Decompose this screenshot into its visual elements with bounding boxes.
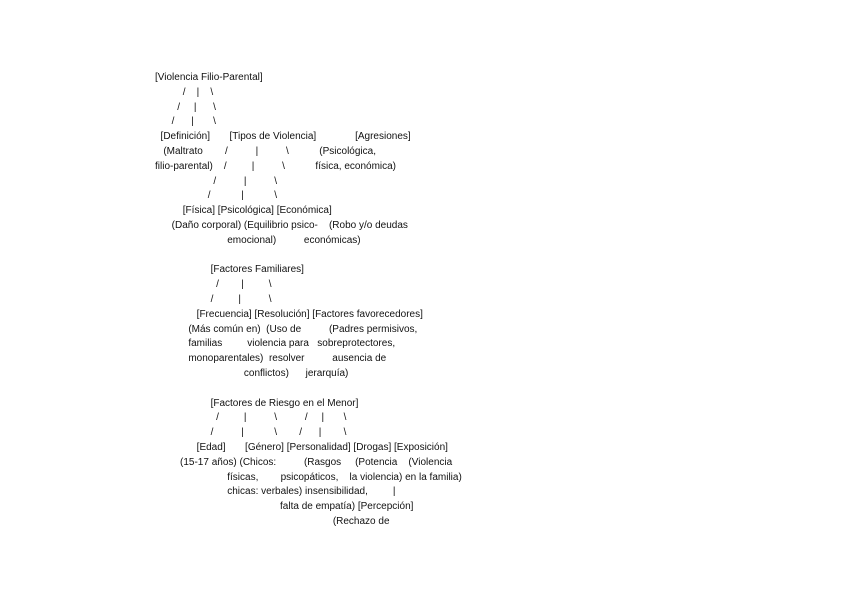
diagram-line-text: (Más común en) (Uso de (Padres permisivos,: [155, 324, 418, 335]
diagram-line-text: chicas: verbales) insensibilidad, |: [155, 486, 396, 497]
diagram-line-branch: / | \: [155, 87, 214, 98]
diagram-line-text: familias violencia para sobreprotectores,: [155, 338, 396, 349]
diagram-line-branch: / | \ / | \: [155, 427, 347, 438]
diagram-line-branch: / | \: [155, 190, 278, 201]
diagram-line-text: conflictos) jerarquía): [155, 368, 349, 379]
diagram-line-branch: / | \: [155, 176, 278, 187]
diagram-line-root: [Violencia Filio-Parental]: [155, 72, 263, 83]
diagram-line-branch: / | \: [155, 116, 216, 127]
diagram-line-text: (15-17 años) (Chicos: (Rasgos (Potencia (Violencia: [155, 457, 453, 468]
diagram-line-text: (Maltrato / | \ (Psicológica,: [155, 146, 376, 157]
diagram-line-text: filio-parental) / | \ física, económica): [155, 161, 397, 172]
diagram-line-heading: [Factores Familiares]: [155, 264, 304, 275]
diagram-line-text: (Daño corporal) (Equilibrio psico- (Robo y/o deudas: [155, 220, 408, 231]
diagram-line-heading: [Factores de Riesgo en el Menor]: [155, 398, 359, 409]
diagram-line-headings: [Definición] [Tipos de Violencia] [Agresiones]: [155, 131, 411, 142]
diagram-line-headings: [Física] [Psicológica] [Económica]: [155, 205, 332, 216]
diagram-line-branch: / | \ / | \: [155, 412, 347, 423]
diagram-line-headings: [Frecuencia] [Resolución] [Factores favorecedores]: [155, 309, 423, 320]
diagram-line-branch: / | \: [155, 279, 272, 290]
diagram-line-text: monoparentales) resolver ausencia de: [155, 353, 387, 364]
diagram-line-text: falta de empatía) [Percepción]: [155, 501, 414, 512]
diagram-line-text: físicas, psicopáticos, la violencia) en la familia): [155, 472, 462, 483]
diagram-line-text: (Rechazo de: [155, 516, 390, 527]
diagram-line-branch: / | \: [155, 102, 216, 113]
diagram-line-headings: [Edad] [Género] [Personalidad] [Drogas] [Exposición]: [155, 442, 448, 453]
diagram-line-text: emocional) económicas): [155, 235, 361, 246]
diagram-line-branch: / | \: [155, 294, 272, 305]
